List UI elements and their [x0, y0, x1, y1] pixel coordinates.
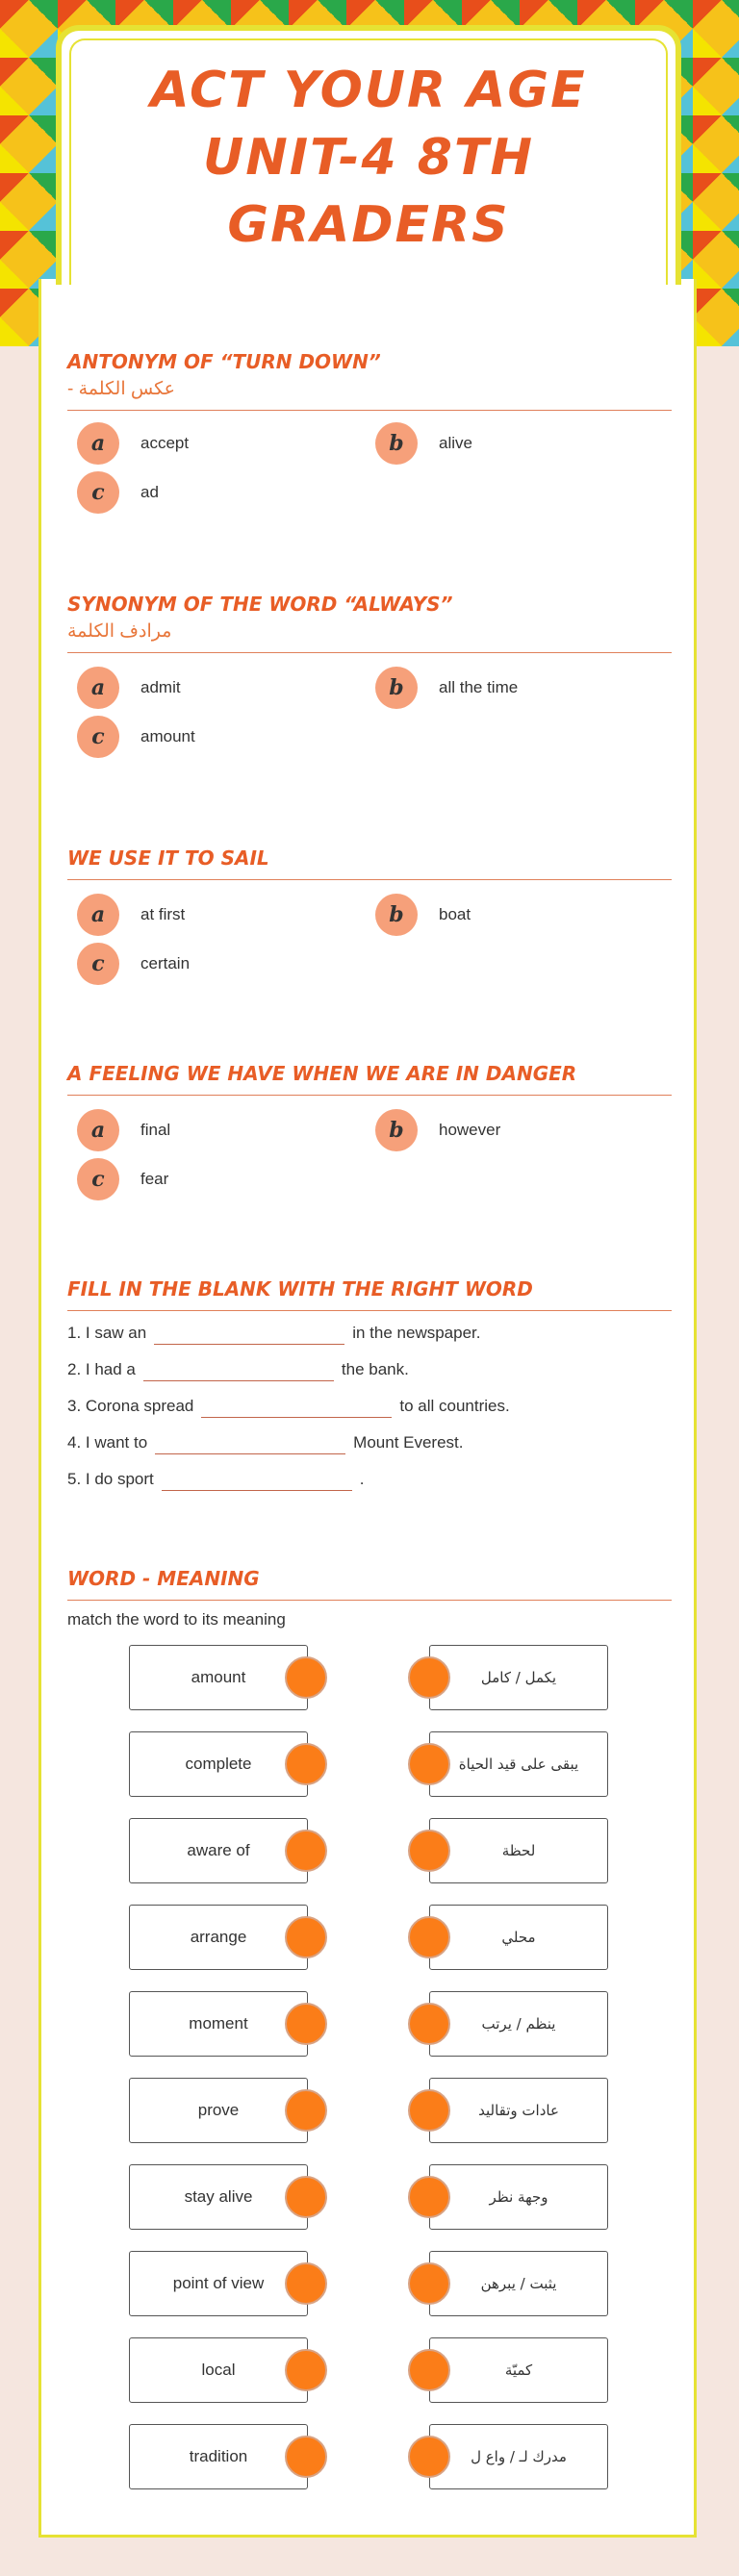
- match-connector-dot[interactable]: [408, 2262, 450, 2305]
- fill-blank-section: [67, 1275, 672, 1498]
- option-text: however: [439, 1121, 501, 1139]
- page-title: ACT YOUR AGE UNIT-4 8TH GRADERS: [150, 62, 587, 254]
- option-a[interactable]: [77, 1109, 170, 1151]
- match-row: [0, 2164, 739, 2232]
- match-connector-dot[interactable]: [408, 1830, 450, 1872]
- sentence-text: to all countries.: [399, 1397, 510, 1415]
- option-letter: b: [375, 667, 418, 709]
- option-text: admit: [140, 678, 181, 696]
- option-letter: a: [77, 667, 119, 709]
- blank-input[interactable]: [155, 1432, 345, 1454]
- match-meaning-box[interactable]: يبقى على قيد الحياة: [429, 1731, 608, 1797]
- option-letter: b: [375, 422, 418, 465]
- option-text: certain: [140, 954, 191, 972]
- sentence-text: in the newspaper.: [352, 1324, 481, 1342]
- sentence-text: the bank.: [341, 1360, 409, 1378]
- matching-pairs: [0, 1645, 739, 2491]
- option-b[interactable]: [375, 894, 471, 936]
- question-subtitle: مرادف الكلمة: [67, 621, 172, 642]
- question-title: WE USE IT TO SAIL: [67, 846, 269, 870]
- option-letter: c: [77, 471, 119, 514]
- options: [67, 411, 672, 517]
- match-connector-dot[interactable]: [285, 2089, 327, 2132]
- match-row: [0, 1645, 739, 1712]
- match-meaning-box[interactable]: وجهة نظر: [429, 2164, 608, 2230]
- section-title: FILL IN THE BLANK WITH THE RIGHT WORD: [67, 1277, 533, 1301]
- match-connector-dot[interactable]: [408, 1916, 450, 1958]
- match-connector-dot[interactable]: [408, 2003, 450, 2045]
- match-word-box[interactable]: arrange: [129, 1905, 308, 1970]
- option-text: at first: [140, 905, 186, 923]
- match-row: [0, 1818, 739, 1885]
- question-title: ANTONYM OF “TURN DOWN”: [67, 350, 381, 373]
- option-c[interactable]: [77, 943, 190, 985]
- match-connector-dot[interactable]: [285, 1656, 327, 1699]
- option-b[interactable]: [375, 667, 518, 709]
- option-a[interactable]: [77, 894, 185, 936]
- matching-caption: match the word to its meaning: [67, 1610, 286, 1629]
- match-connector-dot[interactable]: [408, 2176, 450, 2218]
- sentence-list: [67, 1315, 672, 1498]
- match-connector-dot[interactable]: [285, 2003, 327, 2045]
- match-meaning-box[interactable]: كميّة: [429, 2337, 608, 2403]
- option-c[interactable]: [77, 716, 195, 758]
- match-connector-dot[interactable]: [285, 2262, 327, 2305]
- match-connector-dot[interactable]: [408, 2436, 450, 2478]
- match-word-box[interactable]: tradition: [129, 2424, 308, 2489]
- blank-input[interactable]: [143, 1359, 334, 1381]
- option-text: fear: [140, 1170, 169, 1188]
- match-connector-dot[interactable]: [285, 2349, 327, 2391]
- option-c[interactable]: [77, 471, 159, 514]
- match-connector-dot[interactable]: [285, 1916, 327, 1958]
- sentence-5: [67, 1461, 672, 1498]
- question-subtitle: عكس الكلمة -: [67, 379, 175, 399]
- sentence-2: [67, 1351, 672, 1388]
- option-letter: a: [77, 422, 119, 465]
- option-text: amount: [140, 727, 195, 745]
- divider: [67, 1310, 672, 1311]
- match-meaning-box[interactable]: يكمل / كامل: [429, 1645, 608, 1710]
- option-a[interactable]: [77, 667, 181, 709]
- match-word-box[interactable]: stay alive: [129, 2164, 308, 2230]
- match-meaning-box[interactable]: محلي: [429, 1905, 608, 1970]
- option-c[interactable]: [77, 1158, 168, 1200]
- option-letter: b: [375, 894, 418, 936]
- match-connector-dot[interactable]: [408, 1743, 450, 1785]
- match-connector-dot[interactable]: [285, 1830, 327, 1872]
- option-text: ad: [140, 483, 159, 501]
- match-word-box[interactable]: amount: [129, 1645, 308, 1710]
- option-letter: c: [77, 716, 119, 758]
- match-row: [0, 1731, 739, 1799]
- option-text: final: [140, 1121, 171, 1139]
- sentence-4: [67, 1425, 672, 1461]
- sentence-text: 3. Corona spread: [67, 1397, 194, 1415]
- sentence-1: [67, 1315, 672, 1351]
- option-letter: c: [77, 943, 119, 985]
- match-meaning-box[interactable]: لحظة: [429, 1818, 608, 1883]
- option-text: all the time: [439, 678, 519, 696]
- sentence-text: 4. I want to: [67, 1433, 148, 1452]
- blank-input[interactable]: [154, 1323, 344, 1345]
- option-letter: a: [77, 894, 119, 936]
- sentence-text: 5. I do sport: [67, 1470, 154, 1488]
- divider: [67, 1600, 672, 1601]
- match-row: [0, 2337, 739, 2405]
- option-text: alive: [439, 434, 472, 452]
- match-meaning-box[interactable]: يثبت / يبرهن: [429, 2251, 608, 2316]
- option-letter: c: [77, 1158, 119, 1200]
- match-row: [0, 1991, 739, 2058]
- match-word-box[interactable]: moment: [129, 1991, 308, 2057]
- match-row: [0, 2078, 739, 2145]
- option-a[interactable]: [77, 422, 189, 465]
- option-text: accept: [140, 434, 190, 452]
- matching-section: [67, 1565, 672, 1629]
- option-letter: a: [77, 1109, 119, 1151]
- match-meaning-box[interactable]: مدرك لـ / واع ل: [429, 2424, 608, 2489]
- sentence-text: 2. I had a: [67, 1360, 136, 1378]
- question-title: A FEELING WE HAVE WHEN WE ARE IN DANGER: [67, 1062, 577, 1085]
- question-2: [67, 591, 672, 759]
- match-word-box[interactable]: complete: [129, 1731, 308, 1797]
- match-row: [0, 2251, 739, 2318]
- question-3: [67, 845, 672, 986]
- option-b[interactable]: [375, 422, 472, 465]
- match-connector-dot[interactable]: [285, 2436, 327, 2478]
- match-word-box[interactable]: point of view: [129, 2251, 308, 2316]
- match-word-box[interactable]: aware of: [129, 1818, 308, 1883]
- sentence-text: .: [359, 1470, 365, 1488]
- match-word-box[interactable]: prove: [129, 2078, 308, 2143]
- match-connector-dot[interactable]: [285, 1743, 327, 1785]
- match-connector-dot[interactable]: [408, 1656, 450, 1699]
- option-text: boat: [439, 905, 471, 923]
- match-connector-dot[interactable]: [408, 2089, 450, 2132]
- blank-input[interactable]: [162, 1469, 352, 1491]
- options: [67, 1096, 672, 1201]
- section-title: WORD - MEANING: [67, 1567, 260, 1590]
- question-4: [67, 1060, 672, 1201]
- question-1: [67, 348, 672, 517]
- match-meaning-box[interactable]: ينظم / يرتب: [429, 1991, 608, 2057]
- title-card: [56, 25, 681, 285]
- match-row: [0, 1905, 739, 1972]
- match-connector-dot[interactable]: [285, 2176, 327, 2218]
- match-meaning-box[interactable]: عادات وتقاليد: [429, 2078, 608, 2143]
- sentence-3: [67, 1388, 672, 1425]
- match-row: [0, 2424, 739, 2491]
- option-b[interactable]: [375, 1109, 500, 1151]
- match-word-box[interactable]: local: [129, 2337, 308, 2403]
- options: [67, 880, 672, 986]
- sentence-text: 1. I saw an: [67, 1324, 147, 1342]
- question-title: SYNONYM OF THE WORD “ALWAYS”: [67, 593, 453, 616]
- options: [67, 653, 672, 759]
- option-letter: b: [375, 1109, 418, 1151]
- sentence-text: Mount Everest.: [353, 1433, 464, 1452]
- blank-input[interactable]: [201, 1396, 392, 1418]
- match-connector-dot[interactable]: [408, 2349, 450, 2391]
